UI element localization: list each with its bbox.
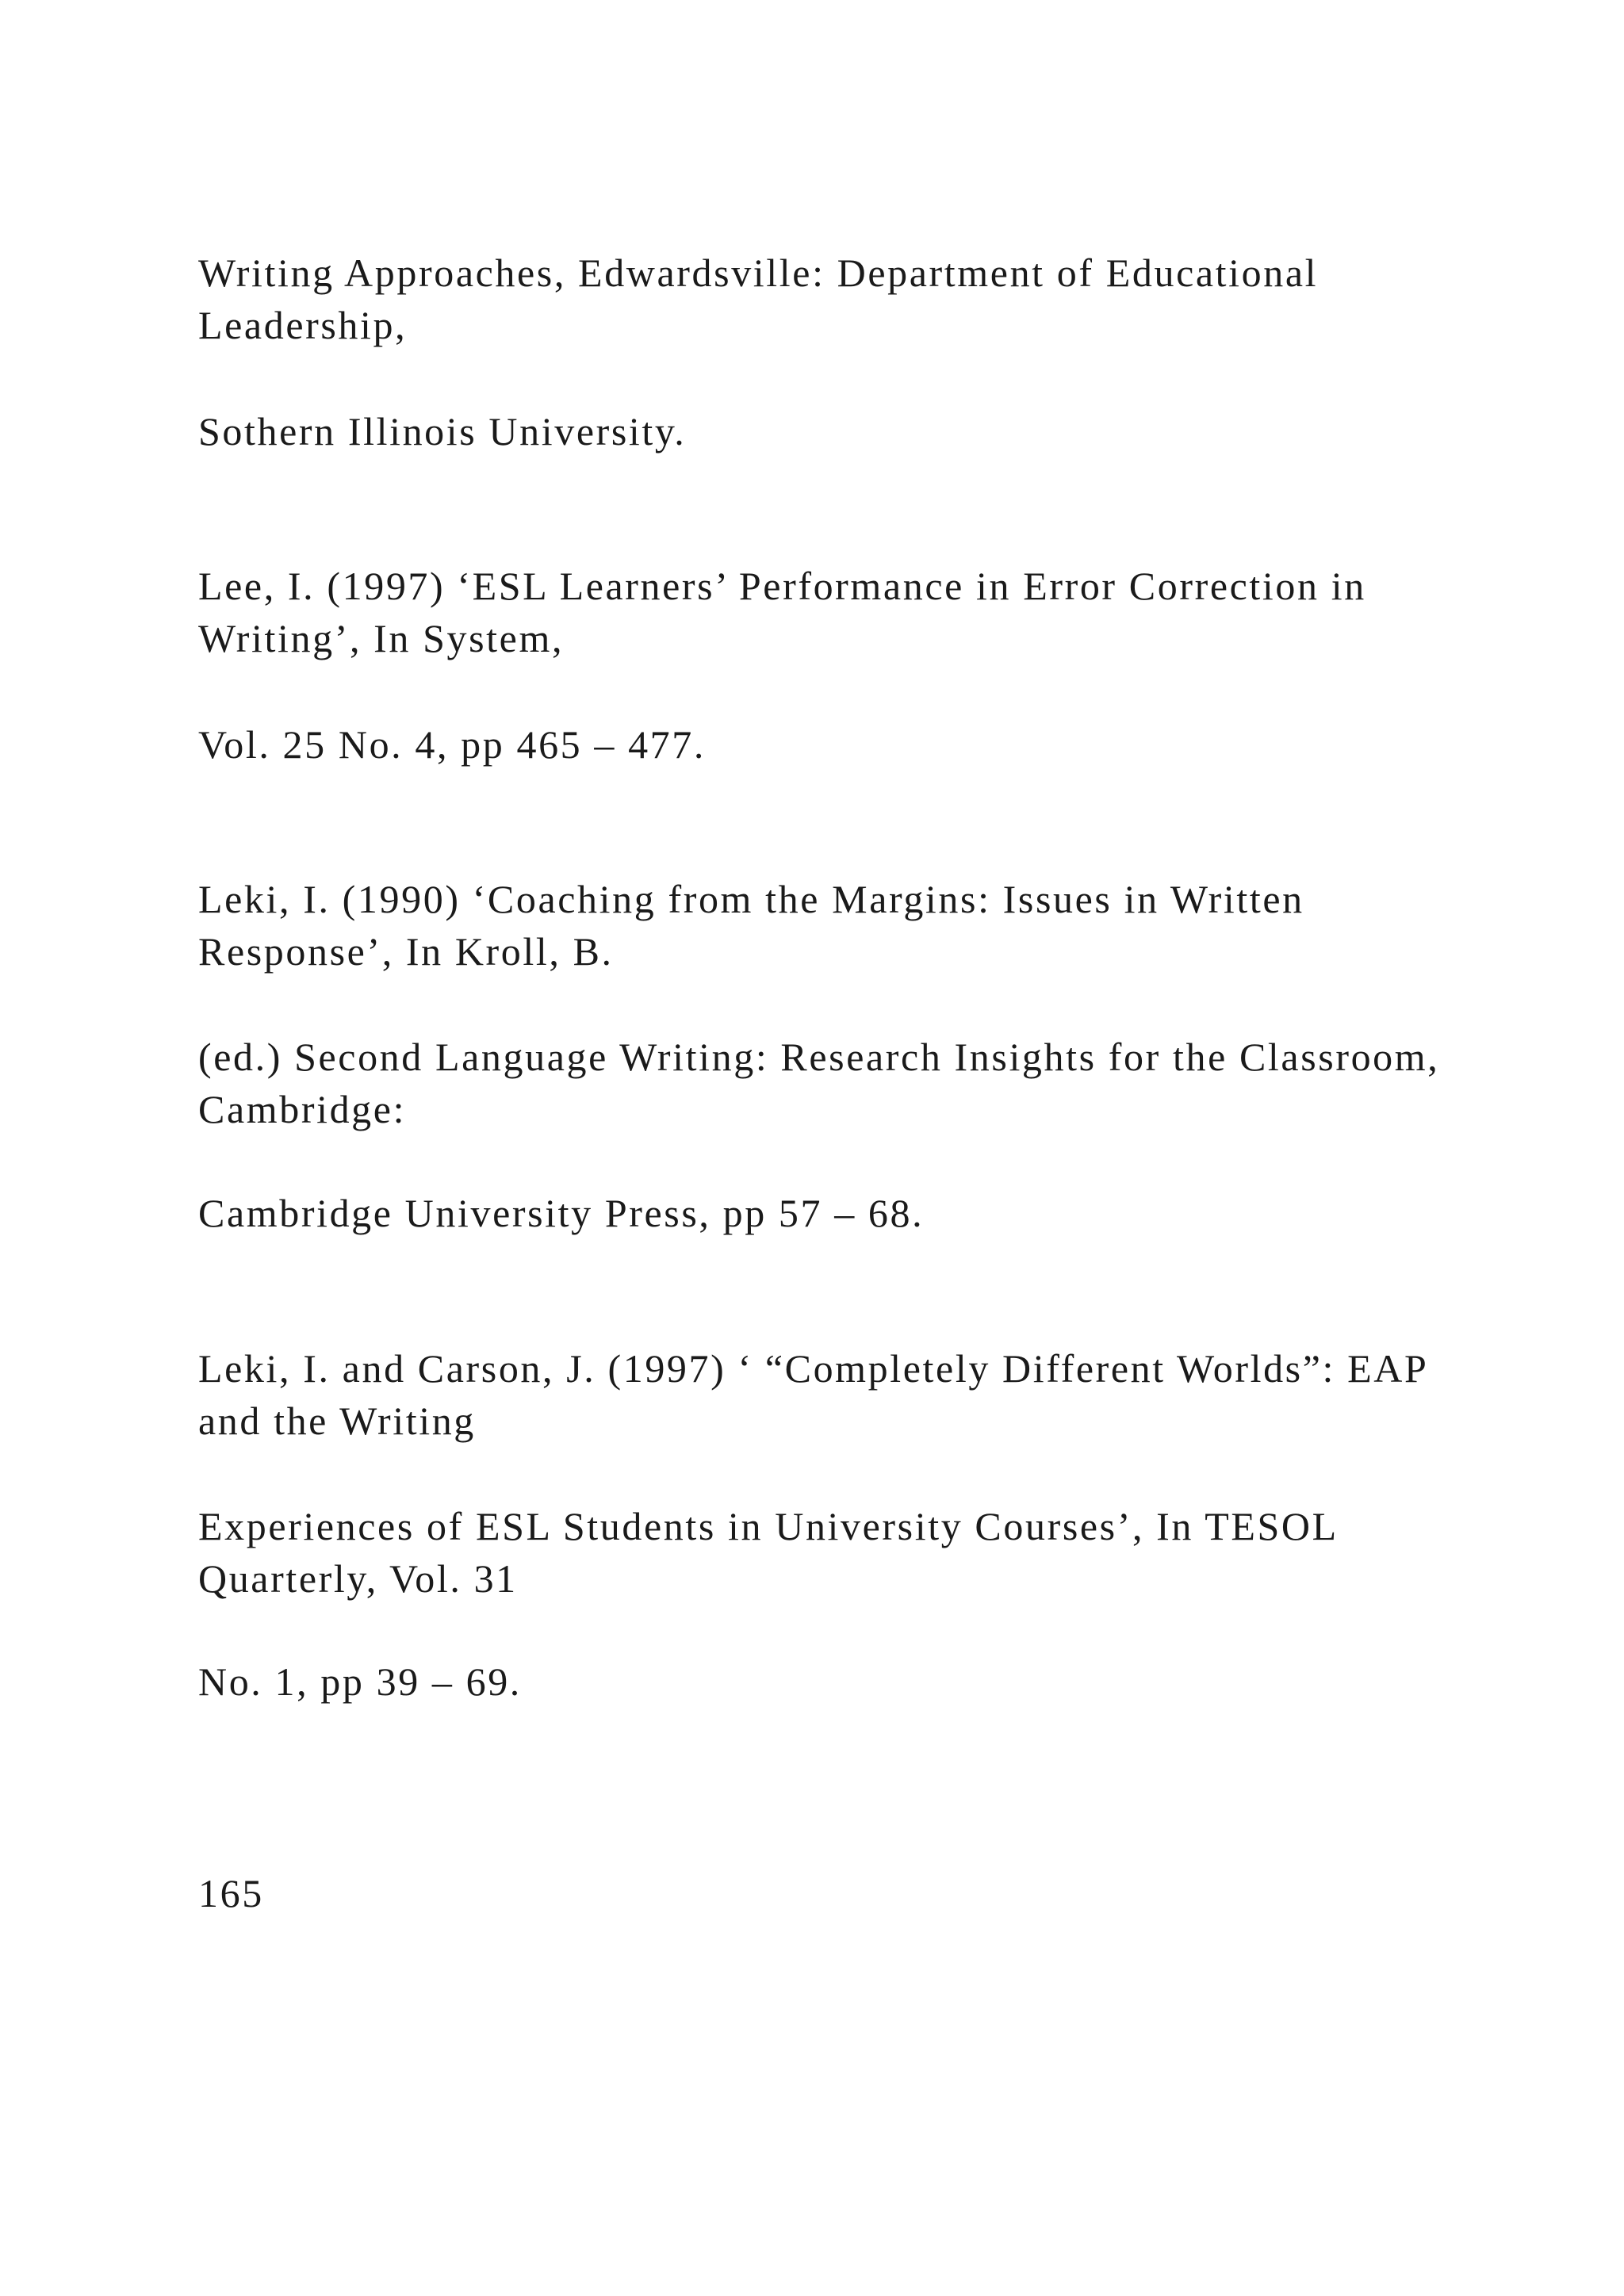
reference-4-line-3: No. 1, pp 39 – 69.	[198, 1659, 522, 1704]
reference-4-line-1: Leki, I. and Carson, J. (1997) ‘ “Completely Different Worlds”: EAP and the Writing	[198, 1346, 1427, 1443]
reference-3-line-3: Cambridge University Press, pp 57 – 68.	[198, 1191, 925, 1235]
reference-3-line-2: (ed.) Second Language Writing: Research Insights for the Classroom, Cambridge:	[198, 1035, 1440, 1131]
page-number: 165	[198, 1871, 264, 1915]
reference-1-line-1: Writing Approaches, Edwardsville: Department of Educational Leadership,	[198, 251, 1319, 347]
reference-3-line-1: Leki, I. (1990) ‘Coaching from the Margins: Issues in Written Response’, In Kroll, B.	[198, 877, 1304, 974]
reference-4-line-2: Experiences of ESL Students in University Courses’, In TESOL Quarterly, Vol. 31	[198, 1504, 1337, 1601]
reference-1-line-2: Sothern Illinois University.	[198, 409, 687, 453]
reference-2-line-1: Lee, I. (1997) ‘ESL Learners’ Performance in Error Correction in Writing’, In System,	[198, 564, 1366, 660]
reference-2-line-2: Vol. 25 No. 4, pp 465 – 477.	[198, 722, 706, 767]
